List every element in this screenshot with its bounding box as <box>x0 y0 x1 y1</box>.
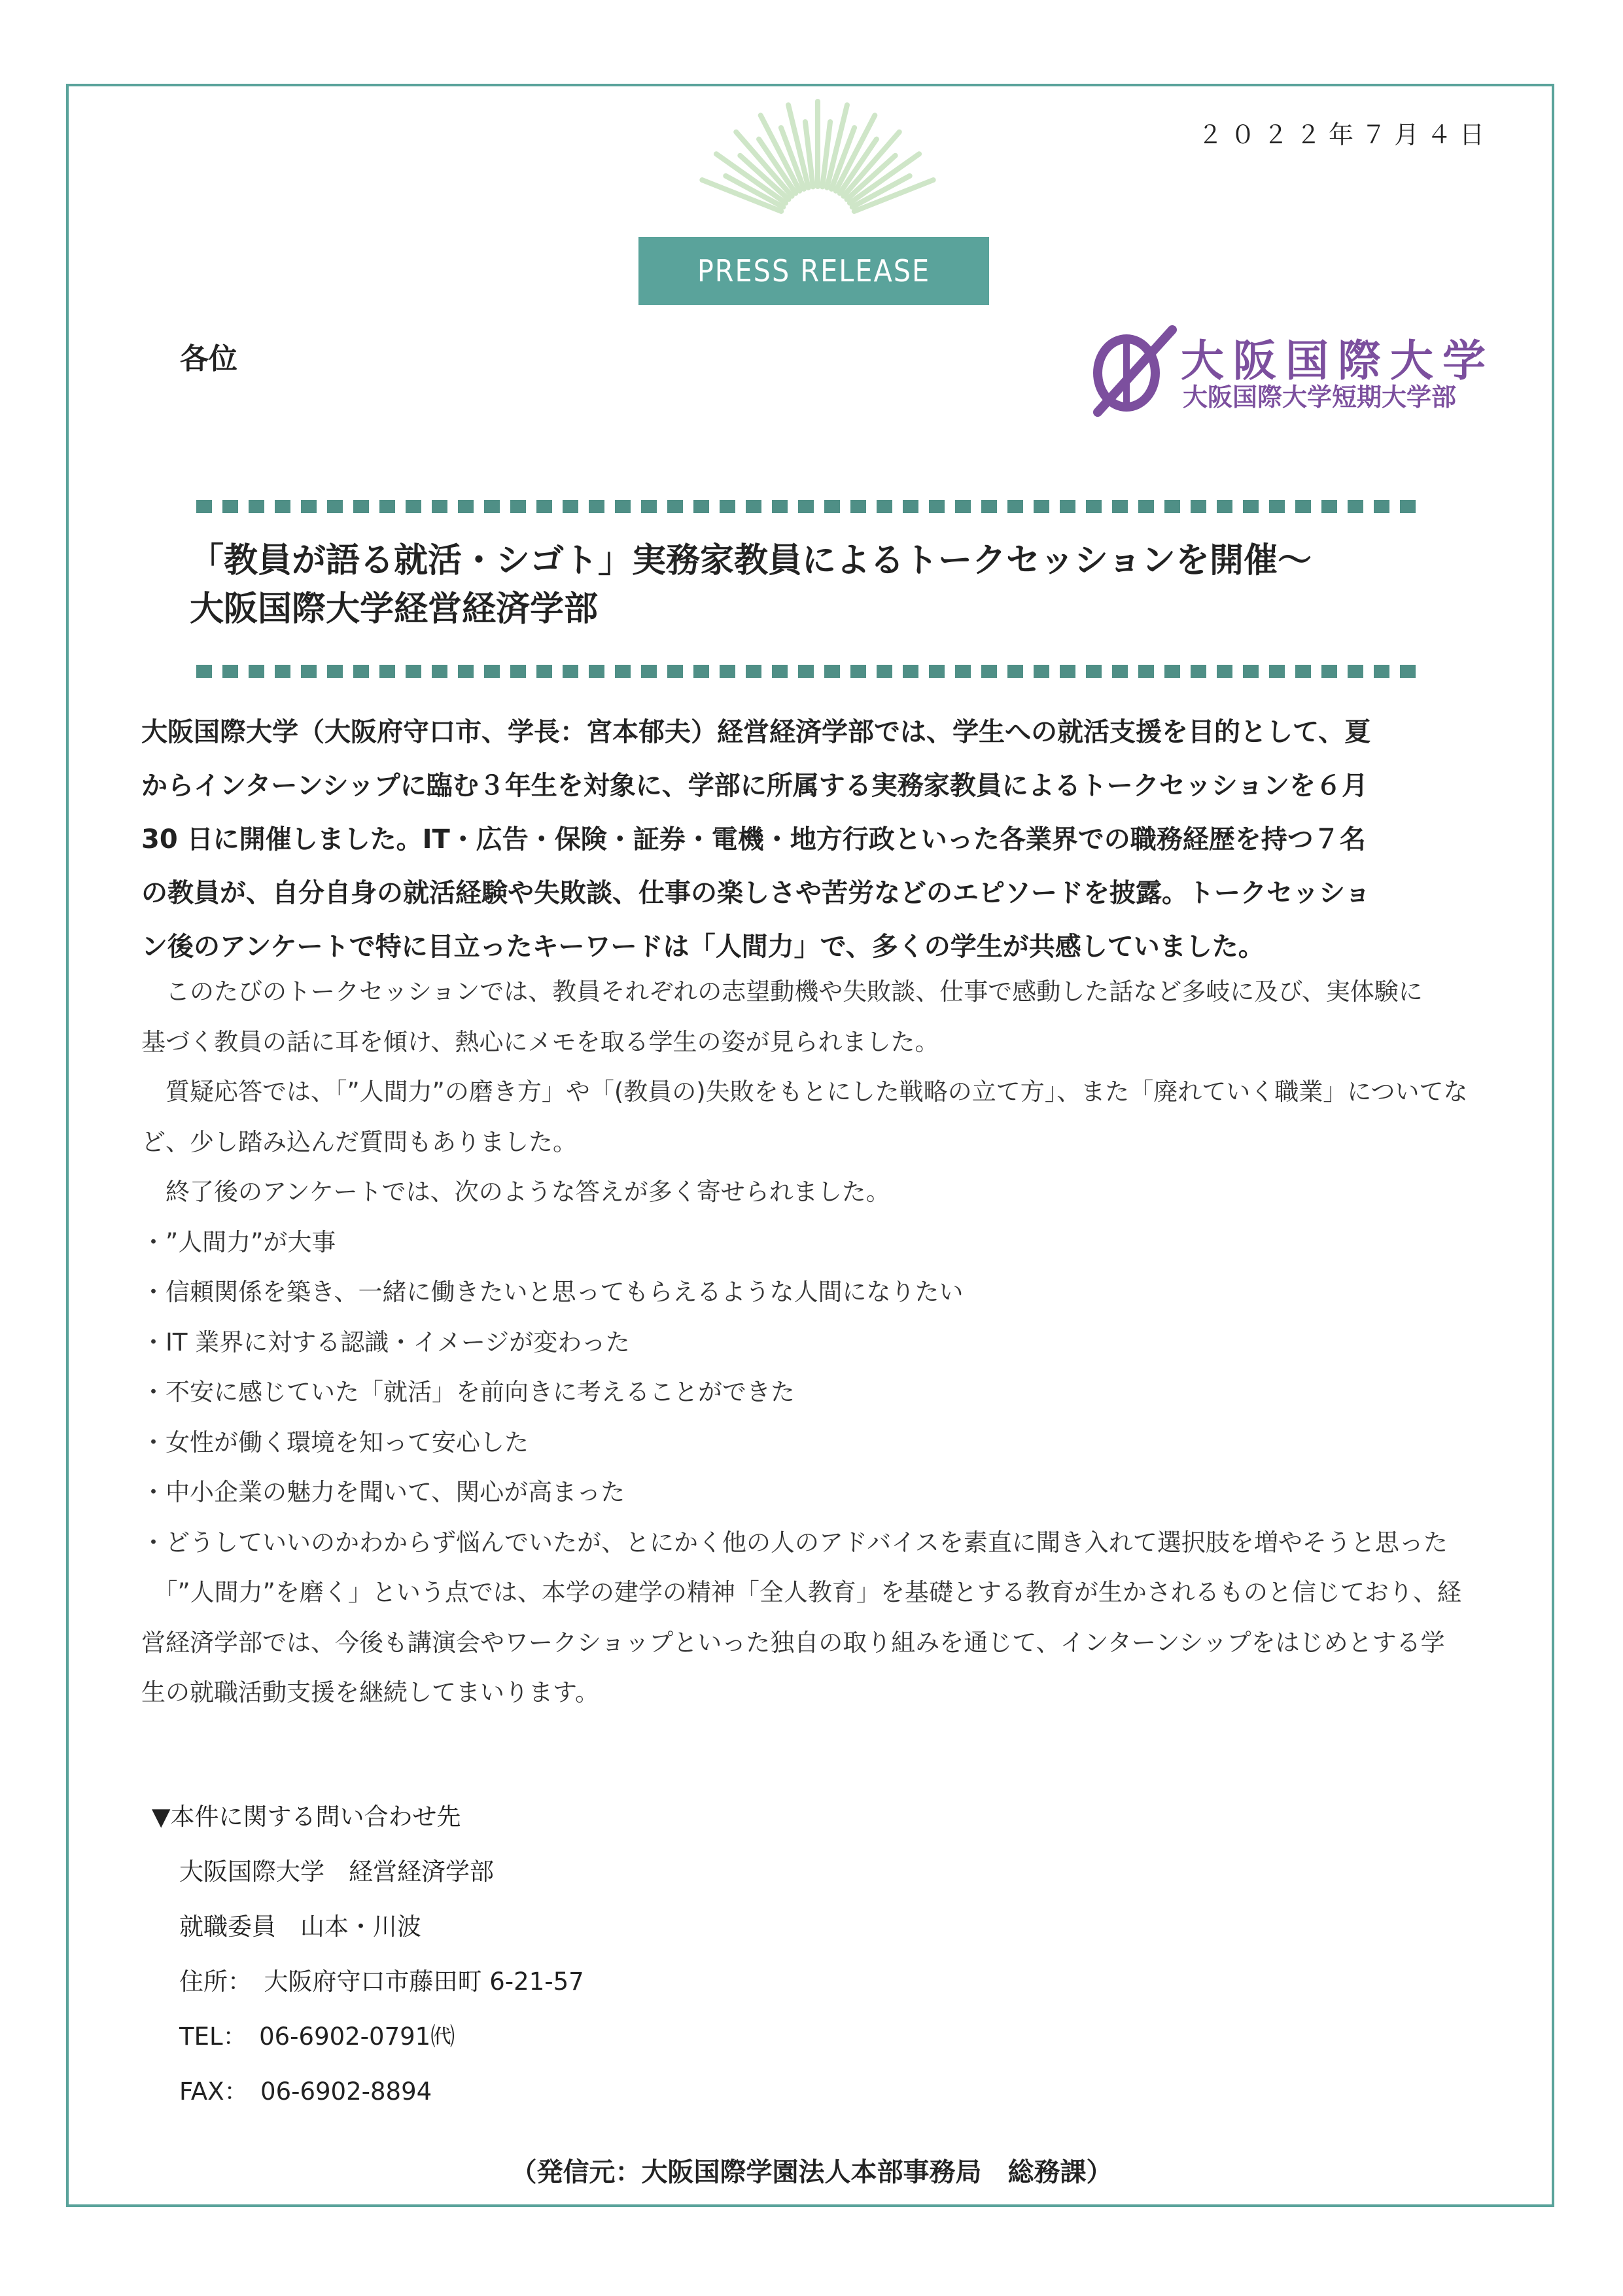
headline <box>190 537 1312 633</box>
contact-person: 就職委員 山本・川波 <box>179 1913 421 1941</box>
lead-line: 大阪国際大学（大阪府守口市、学長：宮本郁夫）経営経済学部では、学生への就活支援を目的として、夏 <box>141 717 1371 747</box>
body-line: ど、少し踏み込んだ質問もありました。 <box>141 1127 577 1156</box>
body-line: 基づく教員の話に耳を傾け、熱心にメモを取る学生の姿が見られました。 <box>141 1027 939 1056</box>
body-text <box>141 967 1489 1718</box>
body-line: 質疑応答では、「”人間力”の磨き方」や「(教員の)失敗をもとにした戦略の立て方」、また「廃れていく職業」についてな <box>141 1078 1468 1106</box>
logo-university-name: 大阪国際大学 <box>1181 336 1495 386</box>
contact-tel: TEL： 06-6902-0791㈹ <box>179 2022 455 2051</box>
contact-block <box>152 1790 584 2119</box>
sender-line: （発信元：大阪国際学園法人本部事務局 総務課） <box>510 2157 1113 2187</box>
headline-line-1: 「教員が語る就活・シゴト」実務家教員によるトークセッションを開催～ <box>190 541 1312 580</box>
lead-paragraph <box>141 705 1489 974</box>
sunburst-graphic <box>569 92 1066 229</box>
headline-line-2: 大阪国際大学経営経済学部 <box>190 590 599 629</box>
lead-line: ン後のアンケートで特に目立ったキーワードは「人間力」で、多くの学生が共感していました。 <box>141 932 1265 962</box>
survey-item: ・不安に感じていた「就活」を前向きに考えることができた <box>141 1378 795 1406</box>
body-line: 生の就職活動支援を継続してまいります。 <box>141 1678 600 1706</box>
press-release-banner: PRESS RELEASE <box>638 237 989 305</box>
contact-fax: FAX： 06-6902-8894 <box>179 2077 432 2106</box>
recipient: 各位 <box>180 342 237 376</box>
contact-heading: ▼本件に関する問い合わせ先 <box>152 1803 461 1831</box>
lead-line: からインターンシップに臨む３年生を対象に、学部に所属する実務家教員によるトークセッションを６月 <box>141 771 1368 801</box>
body-line: 終了後のアンケートでは、次のような答えが多く寄せられました。 <box>141 1178 890 1206</box>
body-line: 「”人間力”を磨く」という点では、本学の建学の精神「全人教育」を基礎とする教育が生かされるものと信じており、経 <box>141 1578 1461 1606</box>
lead-line: 30 日に開催しました。IT・広告・保険・証券・電機・地方行政といった各業界での職務経歴を持つ７名 <box>141 824 1366 855</box>
survey-item: ・”人間力”が大事 <box>141 1227 336 1256</box>
survey-item: ・信頼関係を築き、一緒に働きたいと思ってもらえるような人間になりたい <box>141 1278 964 1306</box>
survey-item: ・IT 業界に対する認識・イメージが変わった <box>141 1328 630 1356</box>
body-line: 営経済学部では、今後も講演会やワークショップといった独自の取り組みを通じて、インターンシップをはじめとする学 <box>141 1628 1445 1657</box>
university-emblem-icon <box>1086 321 1178 419</box>
university-logo <box>1086 321 1505 419</box>
dashed-divider-bottom <box>196 663 1426 679</box>
lead-line: の教員が、自分自身の就活経験や失敗談、仕事の楽しさや苦労などのエピソードを披露。トークセッショ <box>141 878 1371 908</box>
survey-item: ・中小企業の魅力を聞いて、関心が高まった <box>141 1478 625 1506</box>
contact-address: 住所： 大阪府守口市藤田町 6-21-57 <box>179 1968 584 1996</box>
logo-college-name: 大阪国際大学短期大学部 <box>1183 383 1457 412</box>
contact-organization: 大阪国際大学 経営経済学部 <box>179 1858 494 1886</box>
survey-item: ・女性が働く環境を知って安心した <box>141 1428 529 1457</box>
body-line: このたびのトークセッションでは、教員それぞれの志望動機や失敗談、仕事で感動した話など多岐に及び、実体験に <box>141 978 1423 1006</box>
dashed-divider-top <box>196 499 1426 514</box>
survey-item: ・どうしていいのかわからず悩んでいたが、とにかく他の人のアドバイスを素直に聞き入れて選択肢を増やそうと思った <box>141 1528 1448 1557</box>
release-date: ２０２２年７月４日 <box>1197 120 1492 149</box>
